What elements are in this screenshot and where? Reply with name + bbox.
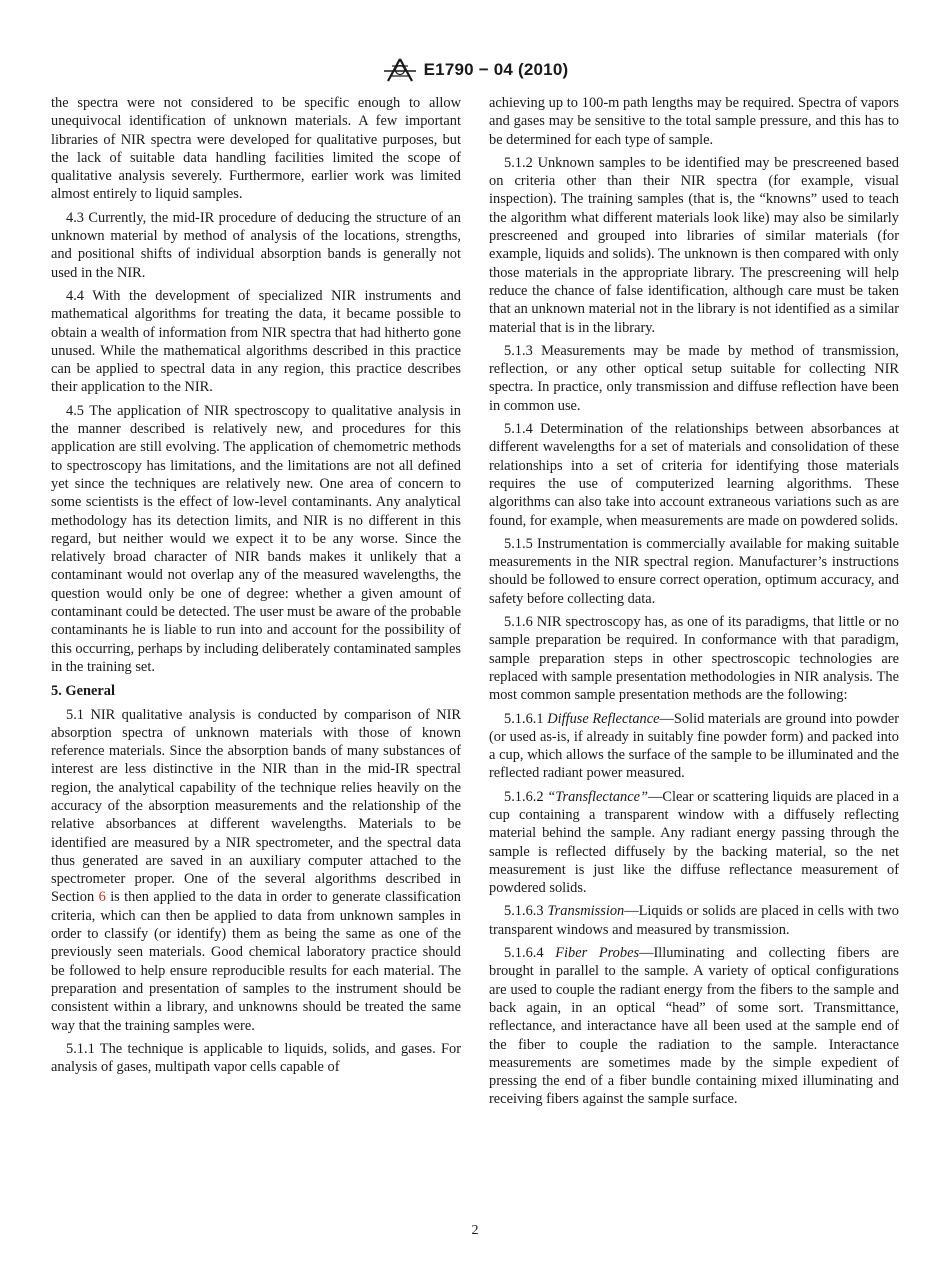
paragraph-5-1-3: 5.1.3 Measurements may be made by method of transmission, reflection, or any other optical setup suitable for collecting NIR spectra. In practice, only transmission and diffuse reflection have been in common use. (489, 342, 899, 414)
term-diffuse-reflectance: Diffuse Reflectance (547, 710, 660, 727)
paragraph-5-1-text-a: 5.1 NIR qualitative analysis is conducted by comparison of NIR absorption spectra of unknown materials with those of known reference materials. Since the absorption bands of many substances of interest are less distinctive in the NIR than in the mid-IR spectral region, the analytical capability of the technique relies heavily on the accuracy of the absorption measurements and the relationship of the relative absorbances at different wavelengths. Materials to be identified are measured by a NIR spectrometer, and the spectral data thus generated are saved in an auxiliary computer attached to the spectrometer proper. One of the several algorithms described in Section (51, 706, 461, 906)
clause-text: —Solid materials are ground into powder (or used as-is, if already in suitably fine powder form) and packed into a cup, which allows the surface of the sample to be illuminated and the reflected radiant power measured. (489, 710, 899, 782)
paragraph-4-3: 4.3 Currently, the mid-IR procedure of deducing the structure of an unknown material by method of analysis of the locations, strengths, and positional shifts of individual absorption bands is generally not used in the NIR. (51, 209, 461, 281)
clause-text: —Illuminating and collecting fibers are brought in parallel to the sample. A variety of optical configurations are used to couple the radiant energy from the fibers to the sample and back again, in an optical “head” of some sort. Transmittance, reflectance, and interactance have all been used at the sample end of the fiber to couple the radiation to the sample. Interactance measurements are sometimes made by the simple expedient of pressing the end of a fiber bundle containing mixed illuminating and receiving fibers against the sample surface. (489, 945, 899, 1108)
clause-text: —Clear or scattering liquids are placed in a cup containing a transparent window with a diffusely reflecting material behind the sample. Any radiant energy passing through the sample is reflected diffusely by the backing material, so the net measurement is just like the diffuse reflectance measurement of powdered solids. (489, 788, 899, 897)
paragraph-continued: the spectra were not considered to be specific enough to allow unequivocal identification of unknown materials. A few important libraries of NIR spectra were developed for qualitative purposes, but the lack of suitable data handling facilities limited the scope of qualitative analysis severely. Furthermore, earlier work was limited almost entirely to liquid samples. (51, 95, 461, 203)
term-transflectance: “Transflectance” (547, 788, 648, 805)
paragraph-5-1-4: 5.1.4 Determination of the relationships between absorbances at different wavelengths for a set of materials and consolidation of these relationships into a set of criteria for identifying those materials requires the use of computerized learning algorithms. These algorithms can also take into account extraneous variations such as are found, for example, when measurements are made on powdered solids. (489, 421, 899, 529)
paragraph-5-1-5: 5.1.5 Instrumentation is commercially available for making suitable measurements in the NIR spectral region. Manufacturer’s instructions should be followed to ensure correct operation, optimum accuracy, and safety before collecting data. (489, 535, 899, 607)
term-transmission: Transmission (547, 903, 625, 920)
paragraph-5-1-6-4 (489, 944, 899, 1109)
paragraph-5-1-2: 5.1.2 Unknown samples to be identified may be prescreened based on criteria other than their NIR spectra (for example, visual inspection). The training samples (that is, the “knowns” used to teach the algorithm what different materials look like) may also be similarly prescreened and grouped into libraries of similar materials (for example, liquids and solids). The unknown is then compared with only those materials in the appropriate library. The prescreening will help reduce the chance of false identification, although care must be taken that an unknown material not in the library is not identified as a similar material that is in the library. (489, 154, 899, 336)
clause-number: 5.1.6.3 (504, 903, 544, 920)
clause-number: 5.1.6.2 (504, 788, 544, 805)
term-fiber-probes: Fiber Probes (555, 945, 640, 962)
right-column (489, 94, 899, 1114)
paragraph-4-4: 4.4 With the development of specialized NIR instruments and mathematical algorithms for treating the data, it became possible to obtain a wealth of information from NIR spectra that had hitherto gone unused. While the mathematical algorithms described in this practice can be applied to spectral data in any region, this practice describes their application to the NIR. (51, 287, 461, 396)
page-header (0, 57, 950, 83)
paragraph-5-1 (51, 706, 461, 1035)
paragraph-5-1-text-b: is then applied to the data in order to generate classification criteria, which can then be applied to data from unknown samples in order to classify (or identify) them as being the same as one of the previously seen materials. Good chemical laboratory practice should be followed to help ensure reproducible results for each material. The preparation and presentation of samples to the instrument should be consistent within a library, and unknowns should be treated the same way that the training samples were. (51, 889, 461, 1034)
section-6-link[interactable]: 6 (98, 889, 106, 906)
clause-number: 5.1.6.1 (504, 710, 544, 727)
paragraph-5-1-6-2 (489, 788, 899, 898)
astm-logo-icon (382, 57, 418, 83)
clause-number: 5.1.6.4 (504, 945, 544, 962)
standard-designation: E1790 − 04 (2010) (423, 59, 569, 79)
paragraph-5-1-1-continued: achieving up to 100-m path lengths may be required. Spectra of vapors and gases may be sensitive to the total sample pressure, and this has to be determined for each type of sample. (489, 95, 899, 148)
paragraph-5-1-6-3 (489, 902, 899, 939)
clause-text: —Liquids or solids are placed in cells with two transparent windows and measured by transmission. (489, 903, 899, 938)
page-number: 2 (471, 1223, 479, 1238)
paragraph-4-5: 4.5 The application of NIR spectroscopy to qualitative analysis in the manner described is relatively new, and procedures for this application are still evolving. The application of chemometric methods to spectroscopy has limitations, and the limitations are not all defined yet since the techniques are relatively new. One area of concern to some scientists is the effect of low-level contaminants. Any analytical methodology has its detection limits, and NIR is no different in this regard, but neither would we expect it to be any worse. Since the relatively broad character of NIR bands makes it unlikely that a contaminant would not overlap any of the measured wavelengths, the question would only be one of degree: whether a given amount of contaminant could be detected. The user must be aware of the probable contaminants he is liable to run into and account for the possibility of this occurring, perhaps by including deliberately contaminated samples in the training set. (51, 402, 462, 675)
paragraph-5-1-6-1 (489, 710, 899, 783)
paragraph-5-1-1: 5.1.1 The technique is applicable to liquids, solids, and gases. For analysis of gases, multipath vapor cells capable of (51, 1040, 461, 1076)
paragraph-5-1-6: 5.1.6 NIR spectroscopy has, as one of its paradigms, that little or no sample preparation be required. In conformance with that paradigm, sample preparation steps in other spectroscopic technologies are replaced with sample presentation methodologies in NIR analysis. The most common sample presentation methods are the following: (489, 614, 899, 704)
left-column (51, 94, 461, 1081)
section-heading-general: 5. General (51, 683, 115, 700)
